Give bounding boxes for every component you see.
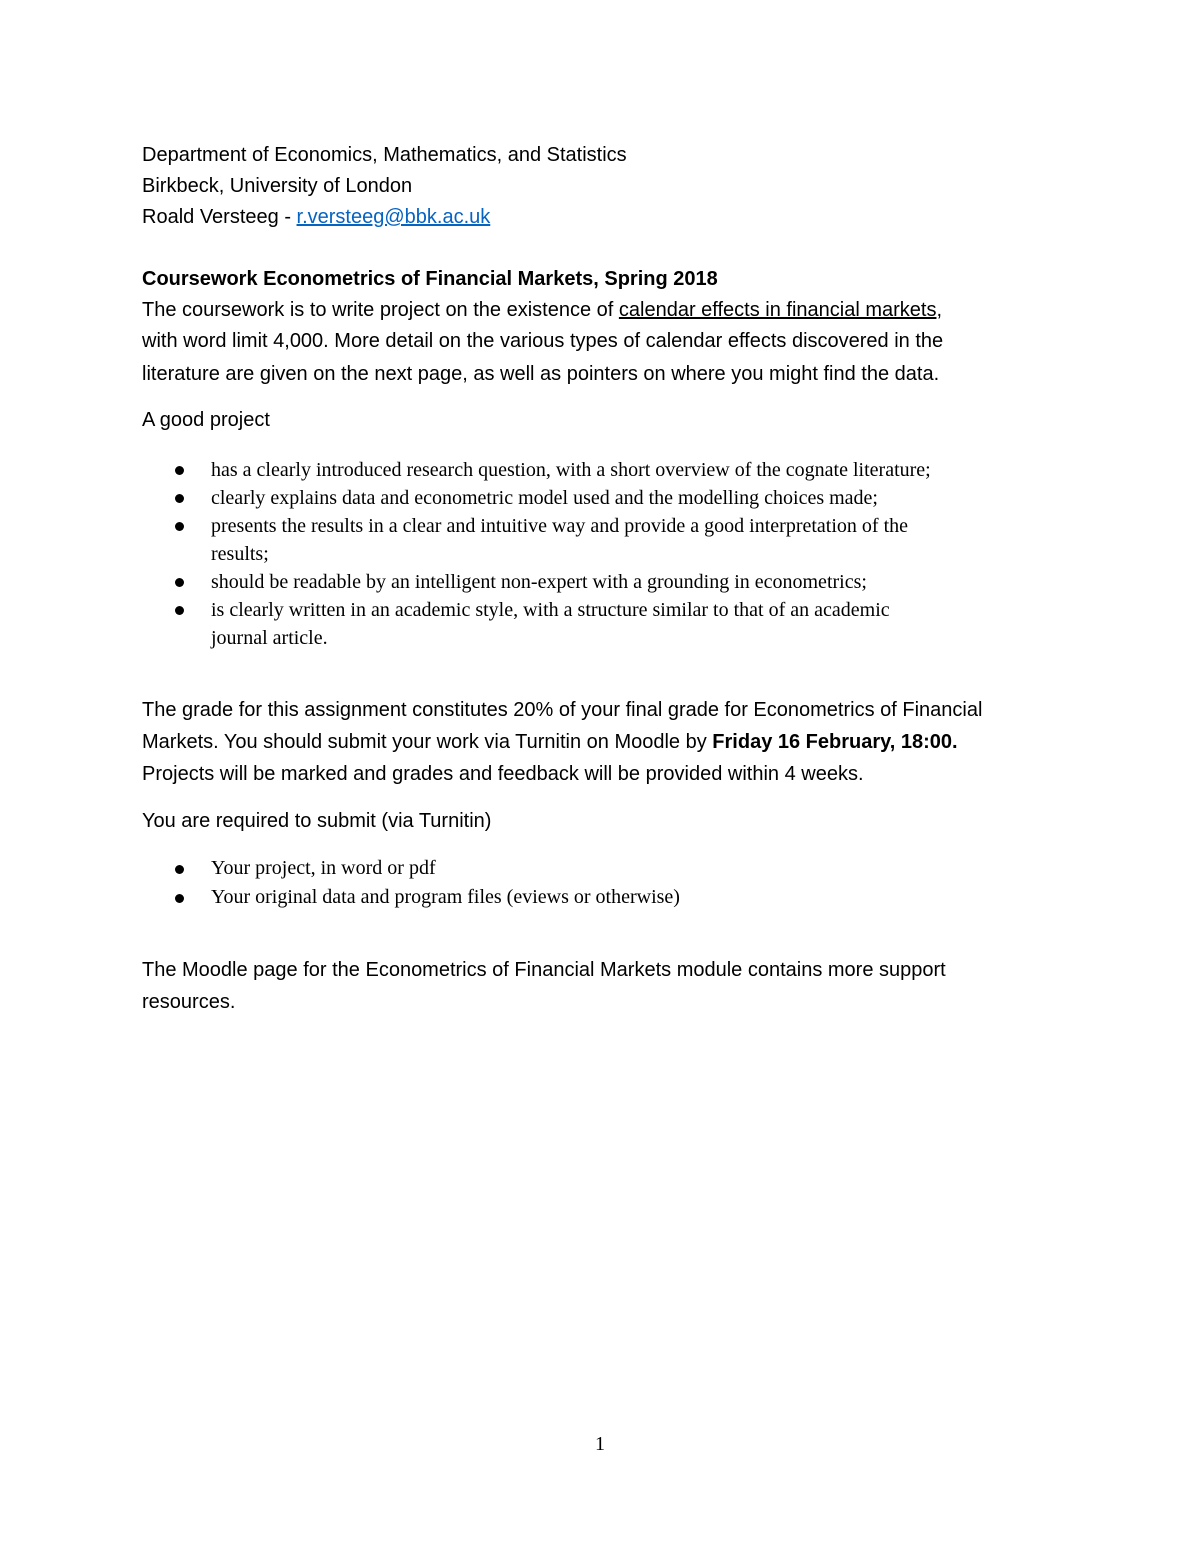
intro-line-3: literature are given on the next page, as well as pointers on where you might find the data. [142,363,940,385]
bullet-icon [175,606,184,615]
list-item: clearly explains data and econometric model used and the modelling choices made; [211,487,878,509]
list-item: Your project, in word or pdf [211,857,436,879]
grade-line-1: The grade for this assignment constitutes 20% of your final grade for Econometrics of Financial [142,699,983,721]
bullet-icon [175,578,184,587]
bullet-icon [175,466,184,475]
author-line [142,206,490,229]
calendar-effects-underlined: calendar effects in financial markets [618,299,937,321]
intro-line-1-suffix: , [936,299,943,321]
intro-line-2: with word limit 4,000. More detail on the various types of calendar effects discovered in the [142,330,944,352]
bullet-icon [175,494,184,503]
page-number: 1 [595,1433,605,1455]
list-item: presents the results in a clear and intuitive way and provide a good interpretation of the [211,515,909,537]
department-line: Department of Economics, Mathematics, and Statistics [142,144,627,166]
author-name: Roald Versteeg - [142,206,297,228]
list-item-continuation: results; [211,543,269,565]
deadline: Friday 16 February, 18:00. [712,731,958,753]
bullet-icon [175,865,184,874]
bullet-icon [175,894,184,903]
bullet-icon [175,522,184,531]
grade-line-2-prefix: Markets. You should submit your work via Turnitin on Moodle by [142,731,713,753]
good-project-heading: A good project [142,409,270,431]
list-item: should be readable by an intelligent non-expert with a grounding in econometrics; [211,571,867,593]
author-email-link[interactable]: r.versteeg@bbk.ac.uk [296,206,491,228]
grade-line-2 [142,731,958,754]
list-item: is clearly written in an academic style, with a structure similar to that of an academic [211,599,890,621]
moodle-line-2: resources. [142,991,236,1013]
grade-line-3: Projects will be marked and grades and feedback will be provided within 4 weeks. [142,763,864,785]
intro-line-1-prefix: The coursework is to write project on the existence of [142,299,619,321]
intro-line-1 [142,299,942,322]
moodle-line-1: The Moodle page for the Econometrics of Financial Markets module contains more support [142,959,946,981]
document-title: Coursework Econometrics of Financial Markets, Spring 2018 [142,268,718,290]
list-item-continuation: journal article. [211,627,328,649]
university-line: Birkbeck, University of London [142,175,413,197]
list-item: has a clearly introduced research question, with a short overview of the cognate literature; [211,459,931,481]
submit-heading: You are required to submit (via Turnitin) [142,810,492,832]
list-item: Your original data and program files (eviews or otherwise) [211,886,680,908]
